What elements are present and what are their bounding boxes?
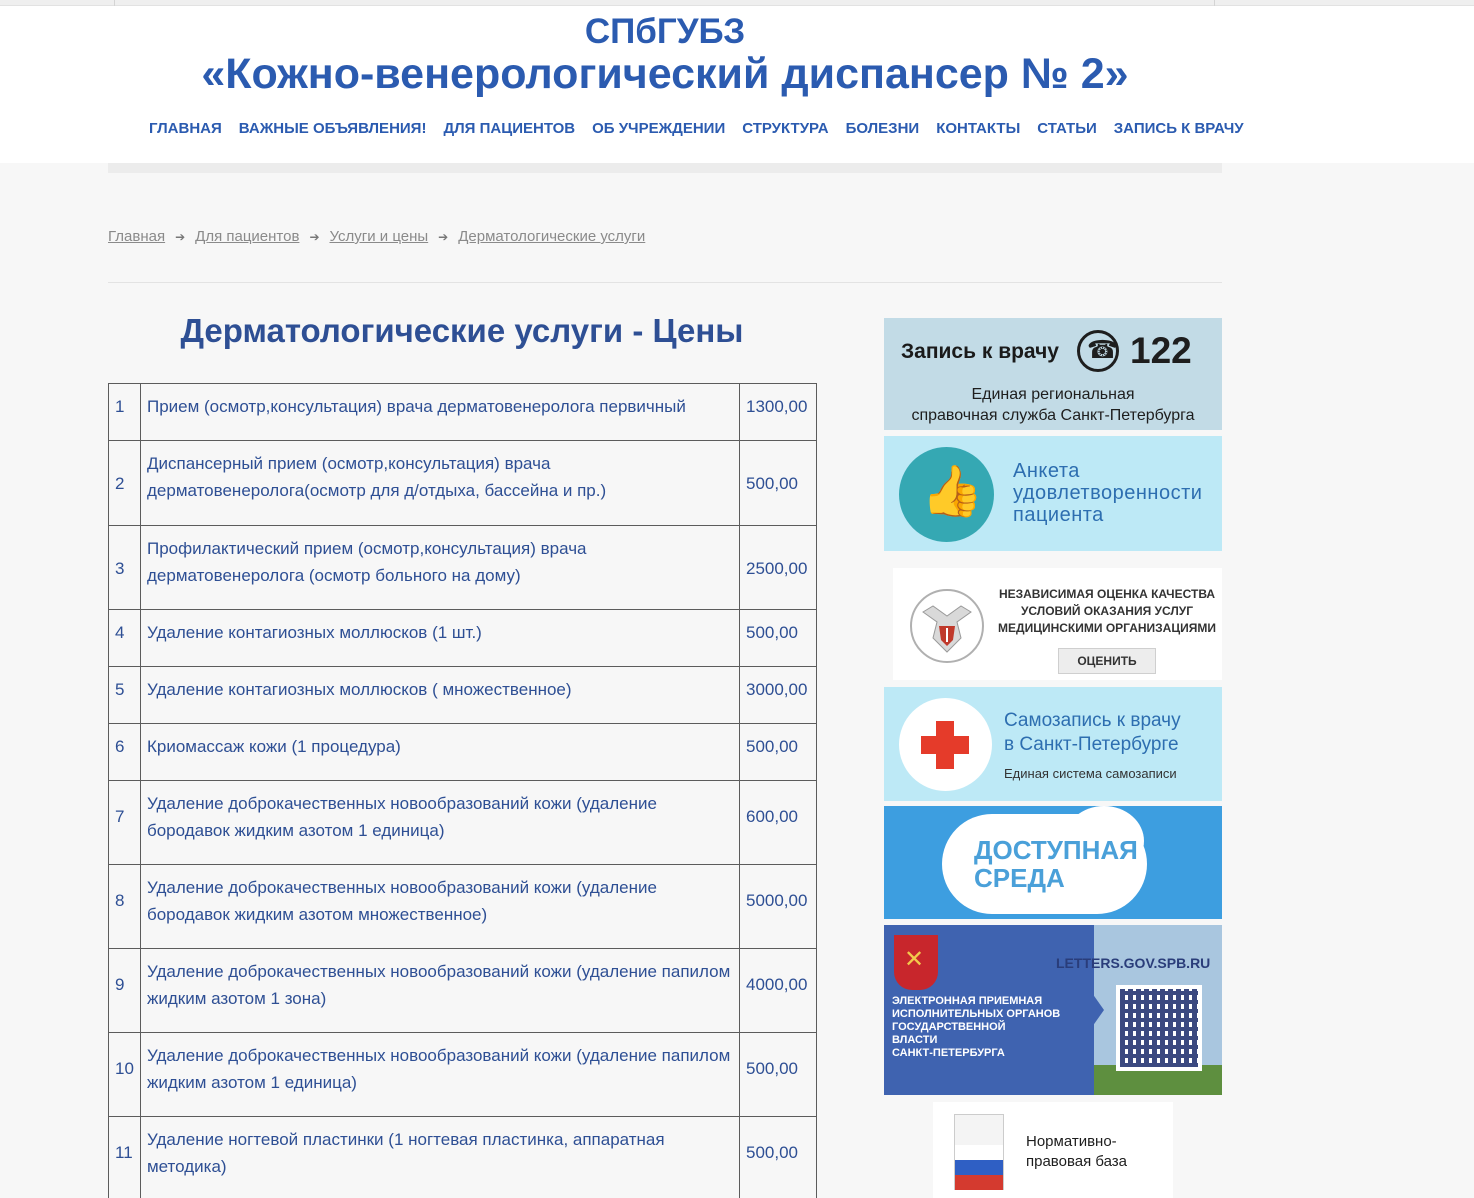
main-nav <box>149 120 1244 137</box>
service-name: Удаление доброкачественных новообразований кожи (удаление папилом жидким азотом 1 единица) <box>140 1033 739 1117</box>
banner-letters-line2: ИСПОЛНИТЕЛЬНЫХ ОРГАНОВ <box>892 1008 1061 1020</box>
breadcrumb-home[interactable]: Главная <box>108 228 166 245</box>
banner-selfrecord-title <box>1004 709 1181 757</box>
top-strip-divider <box>1214 0 1215 6</box>
banner-letters-line4: ВЛАСТИ <box>892 1034 938 1046</box>
top-strip <box>0 0 1474 6</box>
banner-letters-line5: САНКТ-ПЕТЕРБУРГА <box>892 1047 1005 1059</box>
row-number: 11 <box>109 1117 141 1198</box>
banner-survey-text <box>1013 460 1202 526</box>
breadcrumb-patients[interactable]: Для пациентов <box>195 228 300 245</box>
service-price: 3000,00 <box>739 667 816 724</box>
banner-letters-line1: ЭЛЕКТРОННАЯ ПРИЕМНАЯ <box>892 995 1043 1007</box>
nav-item-appointment[interactable]: ЗАПИСЬ К ВРАЧУ <box>1113 120 1244 137</box>
banner-quality-text <box>993 586 1221 637</box>
service-name: Криомассаж кожи (1 процедура) <box>140 724 739 781</box>
breadcrumb-arrow-icon: ➔ <box>438 229 449 244</box>
nav-item-announcements[interactable]: ВАЖНЫЕ ОБЪЯВЛЕНИЯ! <box>238 120 427 137</box>
banner-law-text <box>1026 1132 1127 1172</box>
top-strip-divider <box>114 0 115 6</box>
banner-quality-line1: НЕЗАВИСИМАЯ ОЦЕНКА КАЧЕСТВА <box>998 587 1216 601</box>
nav-item-home[interactable]: ГЛАВНАЯ <box>149 120 222 137</box>
nav-item-structure[interactable]: СТРУКТУРА <box>742 120 829 137</box>
row-number: 2 <box>109 441 141 526</box>
service-name: Диспансерный прием (осмотр,консультация) врача дерматовенеролога(осмотр для д/отдыха, бассейна и пр.) <box>140 441 739 526</box>
nav-item-diseases[interactable]: БОЛЕЗНИ <box>845 120 920 137</box>
banner-access-text <box>974 836 1138 892</box>
banner-access-line1: ДОСТУПНАЯ <box>974 835 1138 865</box>
service-name: Удаление доброкачественных новообразований кожи (удаление папилом жидким азотом 1 зона) <box>140 949 739 1033</box>
service-name: Удаление контагиозных моллюсков (1 шт.) <box>140 610 739 667</box>
row-number: 10 <box>109 1033 141 1117</box>
site-header <box>0 0 1474 163</box>
service-price: 4000,00 <box>739 949 816 1033</box>
site-title-line1: СПбГУБЗ <box>584 12 746 51</box>
service-name: Профилактический прием (осмотр,консультация) врача дерматовенеролога (осмотр больного на дому) <box>140 526 739 610</box>
banner-quality-line2: УСЛОВИЙ ОКАЗАНИЯ УСЛУГ <box>1020 604 1194 618</box>
banner-122-line2: справочная служба Санкт-Петербурга <box>911 407 1195 424</box>
row-number: 1 <box>109 384 141 441</box>
banner-survey-line2: удовлетворенности <box>1013 482 1203 504</box>
banner-patient-survey[interactable] <box>884 436 1222 551</box>
banner-letters-gov[interactable] <box>884 925 1222 1095</box>
content-divider <box>108 282 1222 283</box>
banner-self-record[interactable] <box>884 687 1222 801</box>
service-name: Удаление доброкачественных новообразований кожи (удаление бородавок жидким азотом множественное) <box>140 865 739 949</box>
banner-122-label: Запись к врачу <box>901 340 1059 363</box>
banner-122-line1: Единая региональная <box>971 386 1135 403</box>
banner-selfrecord-subtitle: Единая система самозаписи <box>1004 766 1177 781</box>
banner-selfrecord-line1: Самозапись к врачу <box>1004 710 1181 731</box>
service-name: Удаление доброкачественных новообразований кожи (удаление бородавок жидким азотом 1 единица) <box>140 781 739 865</box>
qr-code-icon <box>1116 985 1202 1071</box>
service-name: Удаление ногтевой пластинки (1 ногтевая пластинка, аппаратная методика) <box>140 1117 739 1198</box>
breadcrumb-arrow-icon: ➔ <box>175 229 186 244</box>
row-number: 4 <box>109 610 141 667</box>
service-price: 500,00 <box>739 1117 816 1198</box>
service-price: 2500,00 <box>739 526 816 610</box>
nav-item-articles[interactable]: СТАТЬИ <box>1037 120 1097 137</box>
site-title-line2: «Кожно-венерологический диспансер № 2» <box>201 50 1129 98</box>
breadcrumb-services[interactable]: Услуги и цены <box>329 228 429 245</box>
row-number: 3 <box>109 526 141 610</box>
table-row <box>109 781 817 865</box>
banner-law-line1: Нормативно- <box>1026 1133 1117 1150</box>
banner-survey-line3: пациента <box>1013 504 1104 526</box>
table-row <box>109 610 817 667</box>
banner-quality-line3: МЕДИЦИНСКИМИ ОРГАНИЗАЦИЯМИ <box>998 621 1216 635</box>
banner-selfrecord-line2: в Санкт-Петербурге <box>1004 734 1179 755</box>
phone-icon <box>1077 330 1119 372</box>
banner-122-hotline[interactable] <box>884 318 1222 430</box>
red-cross-icon-bar <box>921 736 969 754</box>
banner-legal-base[interactable] <box>933 1102 1173 1198</box>
table-row <box>109 384 817 441</box>
row-number: 6 <box>109 724 141 781</box>
breadcrumb <box>108 228 645 245</box>
service-name: Удаление контагиозных моллюсков ( множественное) <box>140 667 739 724</box>
banner-accessible-environment[interactable] <box>884 806 1222 919</box>
nav-item-about[interactable]: ОБ УЧРЕЖДЕНИИ <box>592 120 726 137</box>
constitution-book-icon <box>954 1114 1004 1190</box>
service-price: 500,00 <box>739 441 816 526</box>
spb-crest-icon <box>894 935 938 990</box>
service-price: 5000,00 <box>739 865 816 949</box>
banner-letters-line3: ГОСУДАРСТВЕННОЙ <box>892 1021 1006 1033</box>
table-row <box>109 441 817 526</box>
rate-button[interactable]: ОЦЕНИТЬ <box>1058 648 1156 674</box>
service-price: 500,00 <box>739 724 816 781</box>
table-row <box>109 865 817 949</box>
nav-item-patients[interactable]: ДЛЯ ПАЦИЕНТОВ <box>443 120 576 137</box>
banner-access-line2: СРЕДА <box>974 863 1065 893</box>
banner-letters-text <box>892 995 1092 1060</box>
row-number: 5 <box>109 667 141 724</box>
banner-letters-site: LETTERS.GOV.SPB.RU <box>1056 955 1211 971</box>
banner-law-line2: правовая база <box>1026 1153 1128 1170</box>
table-row <box>109 1117 817 1198</box>
banner-122-number: 122 <box>1130 330 1192 371</box>
price-table <box>108 383 817 1198</box>
nav-item-contacts[interactable]: КОНТАКТЫ <box>936 120 1021 137</box>
breadcrumb-arrow-icon: ➔ <box>309 229 320 244</box>
service-price: 500,00 <box>739 610 816 667</box>
header-divider-bar <box>108 163 1222 173</box>
service-name: Прием (осмотр,консультация) врача дерматовенеролога первичный <box>140 384 739 441</box>
emblem-icon <box>903 582 991 670</box>
table-row <box>109 724 817 781</box>
service-price: 600,00 <box>739 781 816 865</box>
row-number: 9 <box>109 949 141 1033</box>
table-row <box>109 667 817 724</box>
row-number: 8 <box>109 865 141 949</box>
table-row <box>109 949 817 1033</box>
breadcrumb-current[interactable]: Дерматологические услуги <box>458 228 646 245</box>
page-title: Дерматологические услуги - Цены <box>180 312 744 349</box>
banner-survey-line1: Анкета <box>1013 460 1080 482</box>
thumbs-up-glyph-icon: 👍 <box>921 462 984 520</box>
service-price: 500,00 <box>739 1033 816 1117</box>
service-price: 1300,00 <box>739 384 816 441</box>
table-row <box>109 526 817 610</box>
table-row <box>109 1033 817 1117</box>
banner-quality-assessment[interactable] <box>893 568 1222 680</box>
row-number: 7 <box>109 781 141 865</box>
